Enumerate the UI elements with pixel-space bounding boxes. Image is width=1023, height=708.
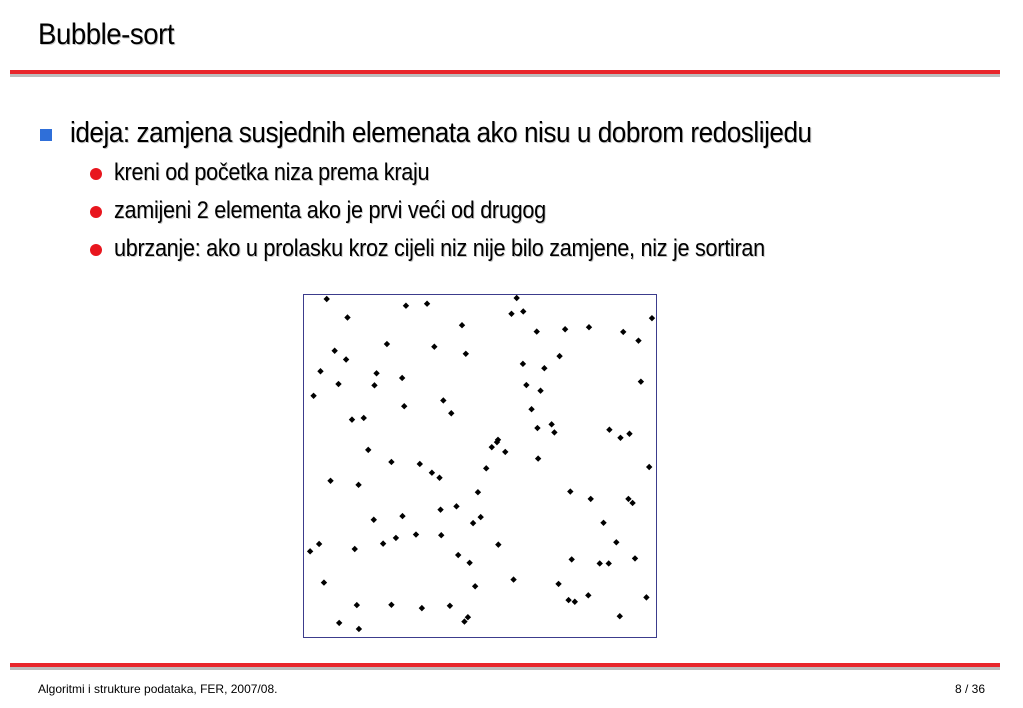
round-bullet-icon bbox=[90, 168, 102, 180]
round-bullet-icon bbox=[90, 206, 102, 218]
title-underline-shadow bbox=[10, 74, 1000, 77]
main-bullet-text: ideja: zamjena susjednih elemenata ako nisu u dobrom redoslijedu bbox=[70, 117, 812, 149]
footer-page-number: 8 / 36 bbox=[954, 682, 985, 696]
sub-bullet-text: kreni od početka niza prema kraju bbox=[114, 159, 430, 186]
slide-title: Bubble-sort bbox=[38, 18, 175, 51]
sub-bullet-text: zamijeni 2 elementa ako je prvi veći od drugog bbox=[114, 197, 546, 224]
scatter-plot bbox=[303, 294, 657, 638]
square-bullet-icon bbox=[40, 129, 52, 141]
footer-course: Algoritmi i strukture podataka, FER, 2007/08. bbox=[38, 682, 278, 696]
round-bullet-icon bbox=[90, 244, 102, 256]
main-bullet bbox=[40, 117, 894, 150]
plot-frame bbox=[304, 295, 657, 638]
sub-bullet-1 bbox=[90, 159, 464, 187]
sub-bullet-3 bbox=[90, 235, 837, 263]
footer-rule-shadow bbox=[10, 667, 1000, 670]
sub-bullet-text: ubrzanje: ako u prolasku kroz cijeli niz nije bilo zamjene, niz je sortiran bbox=[114, 235, 765, 262]
sub-bullet-2 bbox=[90, 197, 594, 225]
